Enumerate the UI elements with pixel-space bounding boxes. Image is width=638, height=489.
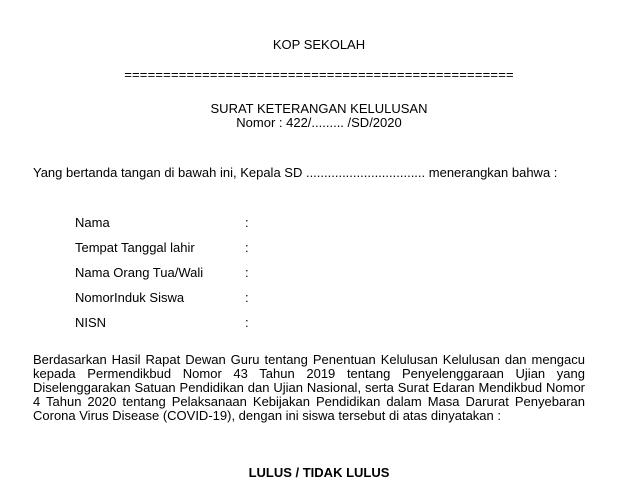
- field-row-parent: [75, 265, 375, 290]
- document-title: SURAT KETERANGAN KELULUSAN: [210, 101, 428, 116]
- field-label: Tempat Tanggal lahir: [75, 240, 195, 255]
- student-fields: [75, 215, 375, 340]
- field-colon: :: [245, 265, 249, 280]
- field-colon: :: [245, 315, 249, 330]
- school-letterhead: KOP SEKOLAH: [272, 37, 366, 52]
- field-row-student-id: [75, 290, 375, 315]
- intro-paragraph: Yang bertanda tangan di bawah ini, Kepala SD ................................. menerangkan bahwa :: [33, 165, 558, 180]
- graduation-result: LULUS / TIDAK LULUS: [248, 465, 390, 480]
- field-row-nama: [75, 215, 375, 240]
- document-number: Nomor : 422/......... /SD/2020: [236, 115, 402, 130]
- body-paragraph: Berdasarkan Hasil Rapat Dewan Guru tentang Penentuan Kelulusan Kelulusan dan mengacu kepada Permendikbud Nomor 43 Tahun 2019 tentang Penyelenggaraan Ujian yang Diselenggarakan Satuan Pendidikan dan Ujian Nasional, serta Surat Edaran Mendikbud Nomor 4 Tahun 2020 tentang Pelaksanaan Kebijakan Pendidikan dalam Masa Darurat Penyebaran Corona Virus Disease (COVID-19), dengan ini siswa tersebut di atas dinyatakan :: [33, 352, 585, 423]
- field-row-birth: [75, 240, 375, 265]
- field-label: NISN: [75, 315, 107, 330]
- field-label: Nama: [75, 215, 110, 230]
- field-colon: :: [245, 240, 249, 255]
- field-colon: :: [245, 215, 249, 230]
- field-row-nisn: [75, 315, 375, 340]
- field-label: Nama Orang Tua/Wali: [75, 265, 204, 280]
- field-colon: :: [245, 290, 249, 305]
- separator-line: ==================================================: [124, 67, 514, 82]
- field-label: NomorInduk Siswa: [75, 290, 185, 305]
